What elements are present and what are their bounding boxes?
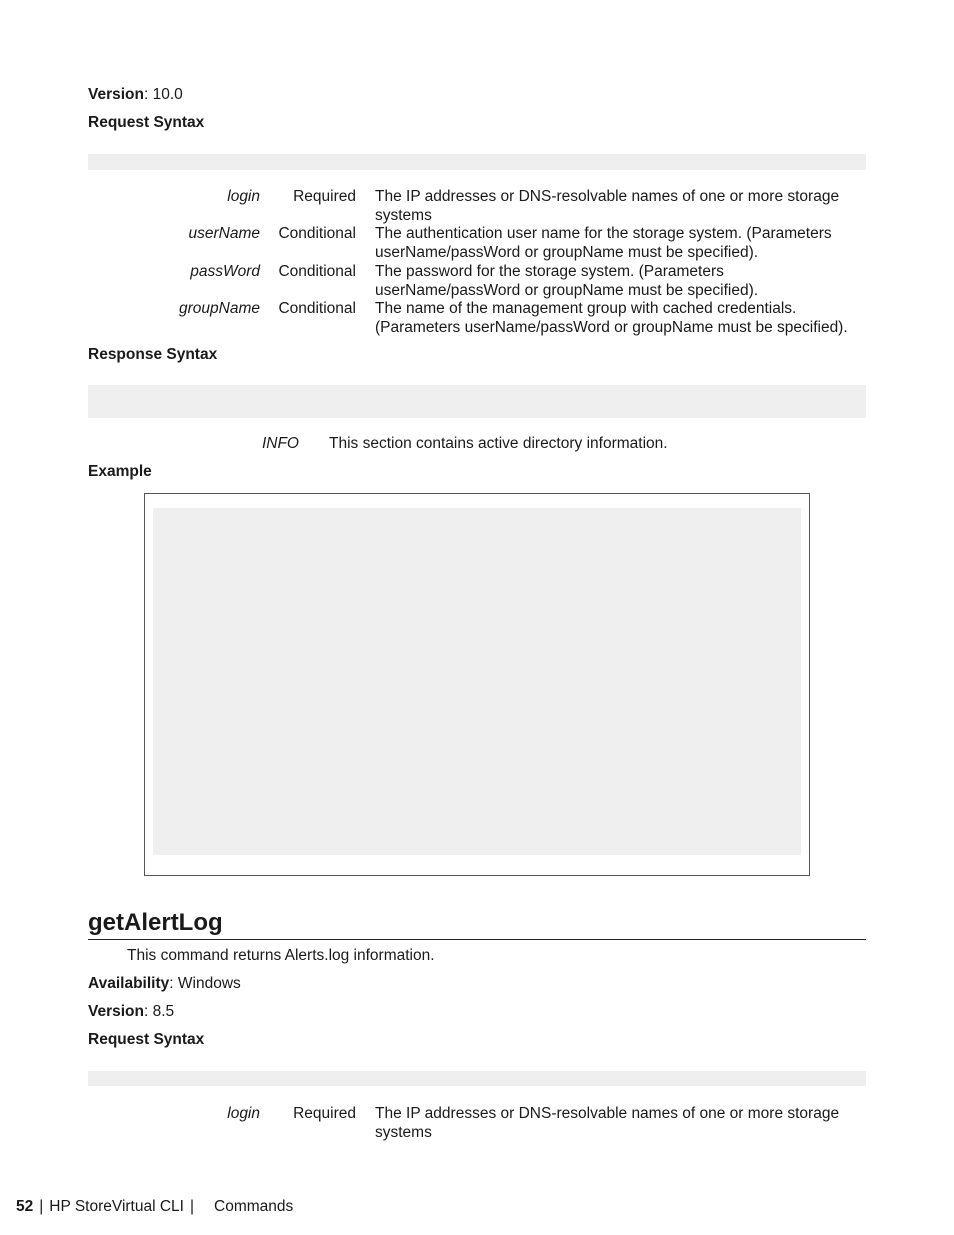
param-description: The IP addresses or DNS-resolvable names of one or more storage systems: [375, 1105, 840, 1141]
section-version-value: : 8.5: [144, 1003, 175, 1020]
example-frame: [144, 493, 810, 876]
param-description: The IP addresses or DNS-resolvable names of one or more storage systems: [375, 188, 840, 224]
request-syntax-heading: Request Syntax: [88, 114, 205, 131]
section-request-syntax-heading: Request Syntax: [88, 1031, 205, 1048]
footer-chapter: Commands: [214, 1198, 294, 1215]
page-footer: [16, 1197, 293, 1217]
param-requirement: Conditional: [278, 300, 356, 317]
section-version-line: [88, 1002, 174, 1022]
param-requirement: Required: [293, 1105, 356, 1122]
param-name: login: [227, 1105, 260, 1122]
param-name: passWord: [190, 263, 260, 280]
version-label: Version: [88, 86, 144, 103]
footer-product: HP StoreVirtual CLI: [49, 1198, 184, 1215]
param-description: The authentication user name for the storage system. (Parameters userName/passWord or groupName must be specified).: [375, 225, 832, 261]
param-requirement: Conditional: [278, 225, 356, 242]
response-syntax-heading: Response Syntax: [88, 346, 218, 363]
param-description: The password for the storage system. (Parameters userName/passWord or groupName must be specified).: [375, 263, 759, 299]
version-line: [88, 85, 183, 105]
footer-separator: |: [39, 1198, 44, 1215]
page-number: 52: [16, 1198, 34, 1215]
section-title: getAlertLog: [88, 909, 223, 936]
section-version-label: Version: [88, 1003, 144, 1020]
param-description: The name of the management group with cached credentials. (Parameters userName/passWord or groupName must be specified).: [375, 300, 848, 336]
example-heading: Example: [88, 463, 152, 480]
availability-line: [88, 974, 241, 994]
param-requirement: Conditional: [278, 263, 356, 280]
section-description: This command returns Alerts.log information.: [127, 947, 435, 964]
param-name: login: [227, 188, 260, 205]
section-title-rule: [88, 939, 866, 940]
version-value: : 10.0: [144, 86, 183, 103]
request-syntax-code-block: [88, 154, 866, 170]
availability-value: : Windows: [169, 975, 241, 992]
response-param-name: INFO: [261, 435, 299, 452]
response-param-description: This section contains active directory information.: [329, 435, 668, 452]
param-requirement: Required: [293, 188, 356, 205]
section-request-syntax-code-block: [88, 1071, 866, 1086]
response-syntax-code-block: [88, 385, 866, 418]
availability-label: Availability: [88, 975, 170, 992]
footer-separator: |: [189, 1198, 194, 1215]
param-name: groupName: [179, 300, 260, 317]
param-name: userName: [188, 225, 260, 242]
example-code-block: [153, 508, 801, 855]
